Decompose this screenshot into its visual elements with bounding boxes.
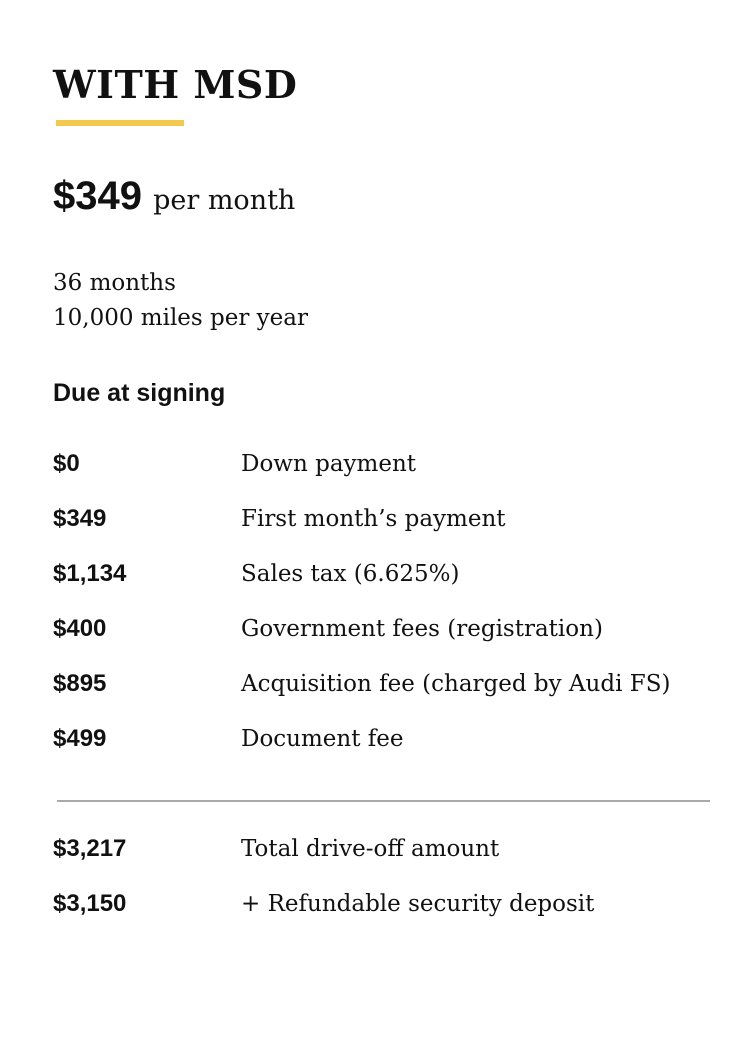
due-at-signing-heading: Due at signing — [53, 379, 226, 407]
fee-amount: $499 — [53, 725, 107, 752]
total-description: + Refundable security deposit — [241, 891, 595, 917]
fee-description: Down payment — [241, 451, 417, 477]
fee-amount: $400 — [53, 615, 107, 642]
fee-description: Document fee — [241, 726, 404, 752]
lease-mileage: 10,000 miles per year — [53, 305, 308, 331]
fee-amount: $0 — [53, 450, 80, 477]
fee-amount: $895 — [53, 670, 107, 697]
total-amount: $3,217 — [53, 835, 127, 862]
monthly-price-amount: $349 — [53, 174, 142, 218]
totals-divider — [57, 800, 710, 802]
monthly-price — [53, 172, 295, 225]
lease-term-length: 36 months — [53, 270, 176, 296]
fee-description: Government fees (registration) — [241, 616, 603, 642]
total-amount: $3,150 — [53, 890, 127, 917]
page-title: WITH MSD — [53, 62, 298, 107]
fee-description: Acquisition fee (charged by Audi FS) — [241, 671, 671, 697]
title-underline-accent — [56, 120, 184, 126]
fee-description: Sales tax (6.625%) — [241, 561, 460, 587]
fee-amount: $349 — [53, 505, 107, 532]
total-description: Total drive-off amount — [241, 836, 500, 862]
lease-terms — [53, 266, 308, 336]
monthly-price-unit: per month — [153, 185, 296, 216]
fee-description: First month’s payment — [241, 506, 506, 532]
fee-amount: $1,134 — [53, 560, 127, 587]
